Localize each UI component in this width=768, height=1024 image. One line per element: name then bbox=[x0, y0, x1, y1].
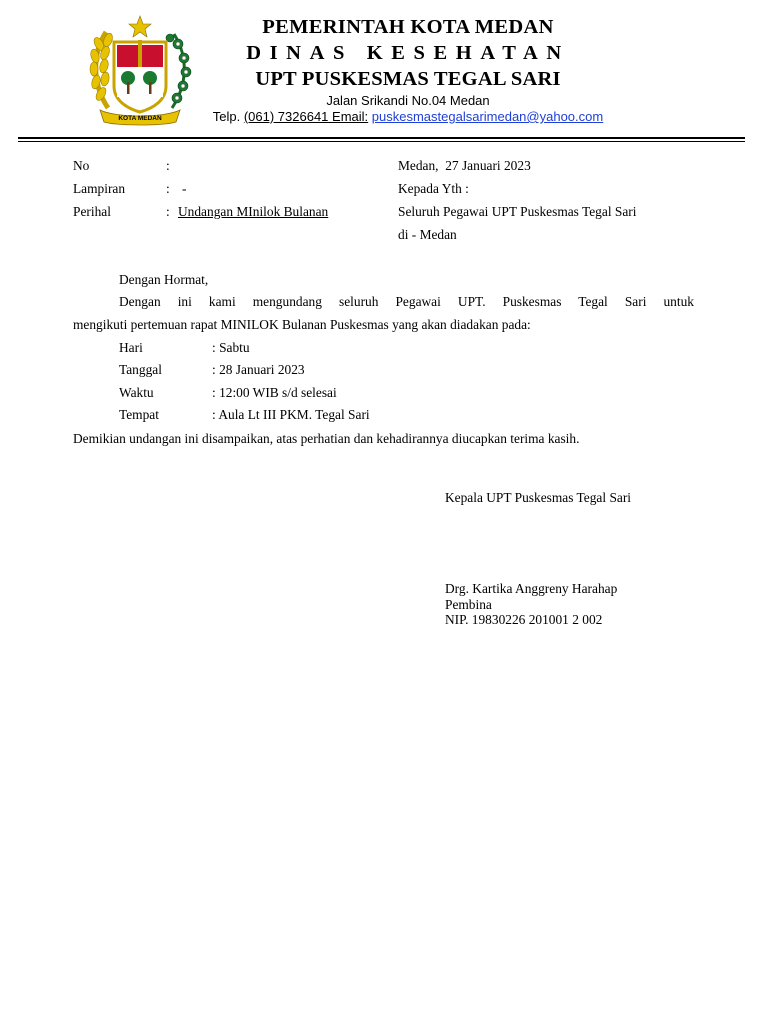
letterhead-department: DINAS KESEHATAN bbox=[246, 42, 570, 64]
place-date: Medan, 27 Januari 2023 bbox=[398, 158, 531, 173]
no-separator: : bbox=[166, 158, 170, 173]
emblem-ribbon-text: KOTA MEDAN bbox=[118, 115, 162, 122]
letterhead-address: Jalan Srikandi No.04 Medan bbox=[326, 93, 490, 108]
signatory-rank: Pembina bbox=[445, 597, 492, 612]
lampiran-value: - bbox=[182, 181, 187, 196]
recipient-name: Seluruh Pegawai UPT Puskesmas Tegal Sari bbox=[398, 204, 637, 219]
detail-label-waktu: Waktu bbox=[119, 385, 154, 400]
letterhead-divider-thick bbox=[18, 137, 745, 139]
letterhead-government: PEMERINTAH KOTA MEDAN bbox=[262, 16, 554, 38]
signature-title: Kepala UPT Puskesmas Tegal Sari bbox=[445, 490, 632, 505]
kepada-yth: Kepada Yth : bbox=[398, 181, 469, 196]
signatory-name: Drg. Kartika Anggreny Harahap bbox=[445, 581, 618, 596]
telp-prefix: Telp. bbox=[212, 109, 244, 124]
detail-value-tanggal: : 28 Januari 2023 bbox=[212, 362, 305, 377]
detail-value-waktu: : 12:00 WIB s/d selesai bbox=[212, 385, 337, 400]
recipient-location: di - Medan bbox=[398, 227, 457, 242]
telp-number: (061) 7326641 Email: bbox=[243, 109, 369, 124]
detail-label-hari: Hari bbox=[119, 340, 143, 355]
kota-medan-emblem-logo bbox=[86, 14, 194, 126]
perihal-label: Perihal bbox=[73, 204, 111, 219]
letterhead-institution: UPT PUSKESMAS TEGAL SARI bbox=[255, 68, 561, 90]
greeting: Dengan Hormat, bbox=[119, 272, 209, 287]
lampiran-separator: : bbox=[166, 181, 170, 196]
invitation-paragraph-line2: mengikuti pertemuan rapat MINILOK Bulanan Puskesmas yang akan diadakan pada: bbox=[73, 317, 531, 332]
closing-sentence: Demikian undangan ini disampaikan, atas perhatian dan kehadirannya diucapkan terima kasih. bbox=[73, 431, 580, 446]
detail-value-tempat: : Aula Lt III PKM. Tegal Sari bbox=[212, 407, 370, 422]
letterhead-contact bbox=[190, 109, 626, 125]
detail-value-hari: : Sabtu bbox=[212, 340, 250, 355]
invitation-paragraph-line1: Dengan ini kami mengundang seluruh Pegawai UPT. Puskesmas Tegal Sari untuk bbox=[119, 294, 694, 309]
perihal-separator: : bbox=[166, 204, 170, 219]
letterhead-divider-thin bbox=[18, 141, 745, 142]
no-label: No bbox=[73, 158, 90, 173]
letterhead bbox=[190, 14, 626, 125]
email-link[interactable]: puskesmastegalsarimedan@yahoo.com bbox=[371, 109, 604, 124]
signatory-nip: NIP. 19830226 201001 2 002 bbox=[445, 612, 603, 627]
detail-label-tempat: Tempat bbox=[119, 407, 159, 422]
detail-label-tanggal: Tanggal bbox=[119, 362, 162, 377]
perihal-value: Undangan MInilok Bulanan bbox=[178, 204, 329, 219]
lampiran-label: Lampiran bbox=[73, 181, 126, 196]
